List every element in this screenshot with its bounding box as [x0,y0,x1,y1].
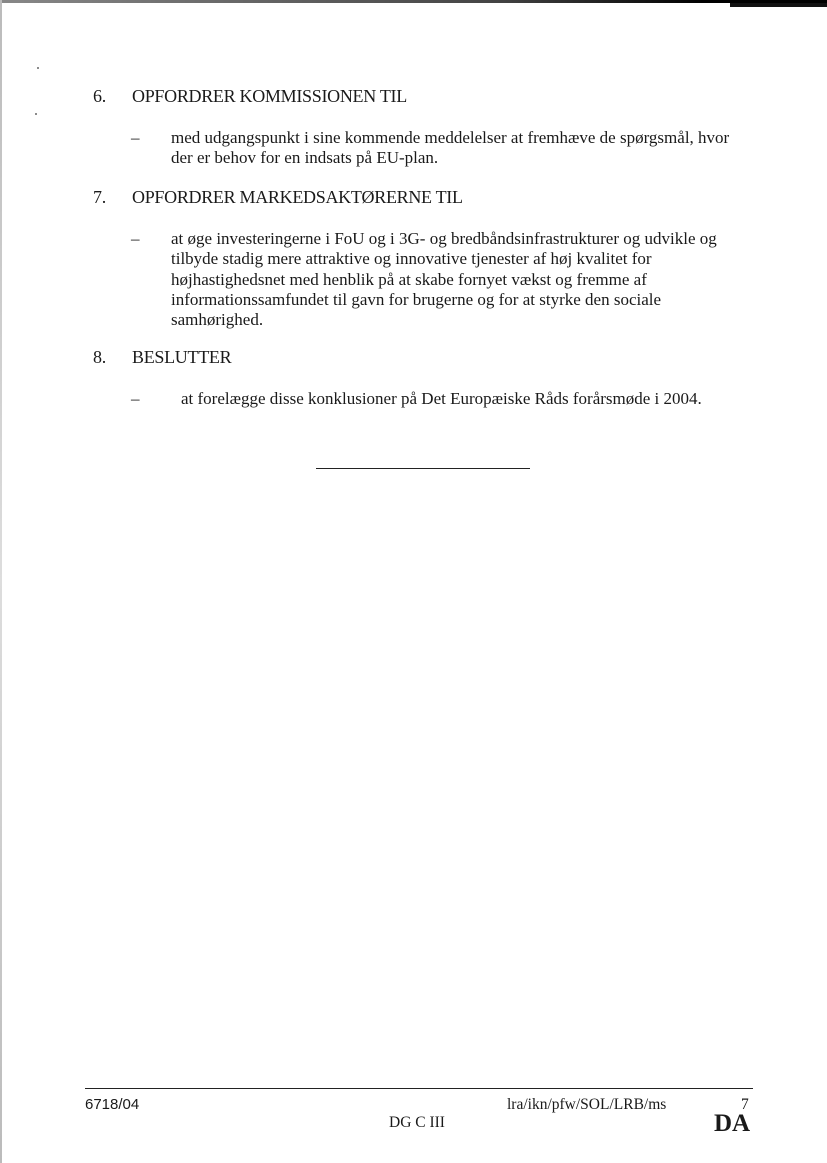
bullet-text: at forelægge disse konklusioner på Det Europæiske Råds forårsmøde i 2004. [181,389,702,408]
scan-speck [35,113,37,115]
bullet-text: med udgangspunkt i sine kommende meddelelser at fremhæve de spørgsmål, hvor der er behov for en indsats på EU-plan. [171,128,730,168]
section-title: BESLUTTER [132,347,232,367]
footer-page-number: 7 [741,1096,749,1113]
scan-speck [37,67,39,69]
top-scan-edge-thick [730,3,827,7]
section-title: OPFORDRER KOMMISSIONEN TIL [132,86,407,106]
footer-rule [85,1088,753,1089]
section-6-heading [93,86,407,107]
top-scan-edge [0,0,827,3]
bullet-marker: – [131,128,140,147]
end-separator-line [316,468,530,469]
section-7-bullet [131,229,736,330]
section-title: OPFORDRER MARKEDSAKTØRERNE TIL [132,187,463,207]
section-6-bullet [131,128,746,169]
section-8-bullet [131,389,761,409]
footer-reference: lra/ikn/pfw/SOL/LRB/ms [507,1096,667,1113]
footer-directorate: DG C III [389,1114,445,1131]
section-number: 7. [93,187,106,207]
section-8-heading [93,347,231,368]
bullet-marker: – [131,229,140,248]
left-scan-edge [0,0,2,1163]
section-number: 6. [93,86,106,106]
section-7-heading [93,187,463,208]
bullet-text: at øge investeringerne i FoU og i 3G- og bredbåndsinfrastrukturer og udvikle og tilbyde stadig mere attraktive og innovative tjenester af høj kvalitet for højhastighedsnet med henblik på at skabe fornyet vækst og fremme af informationssamfundet til gavn for brugerne og for at styrke den sociale samhørighed. [171,229,717,330]
footer-doc-number: 6718/04 [85,1096,140,1113]
bullet-marker: – [131,389,140,408]
footer-language-code: DA [714,1110,751,1137]
section-number: 8. [93,347,106,367]
